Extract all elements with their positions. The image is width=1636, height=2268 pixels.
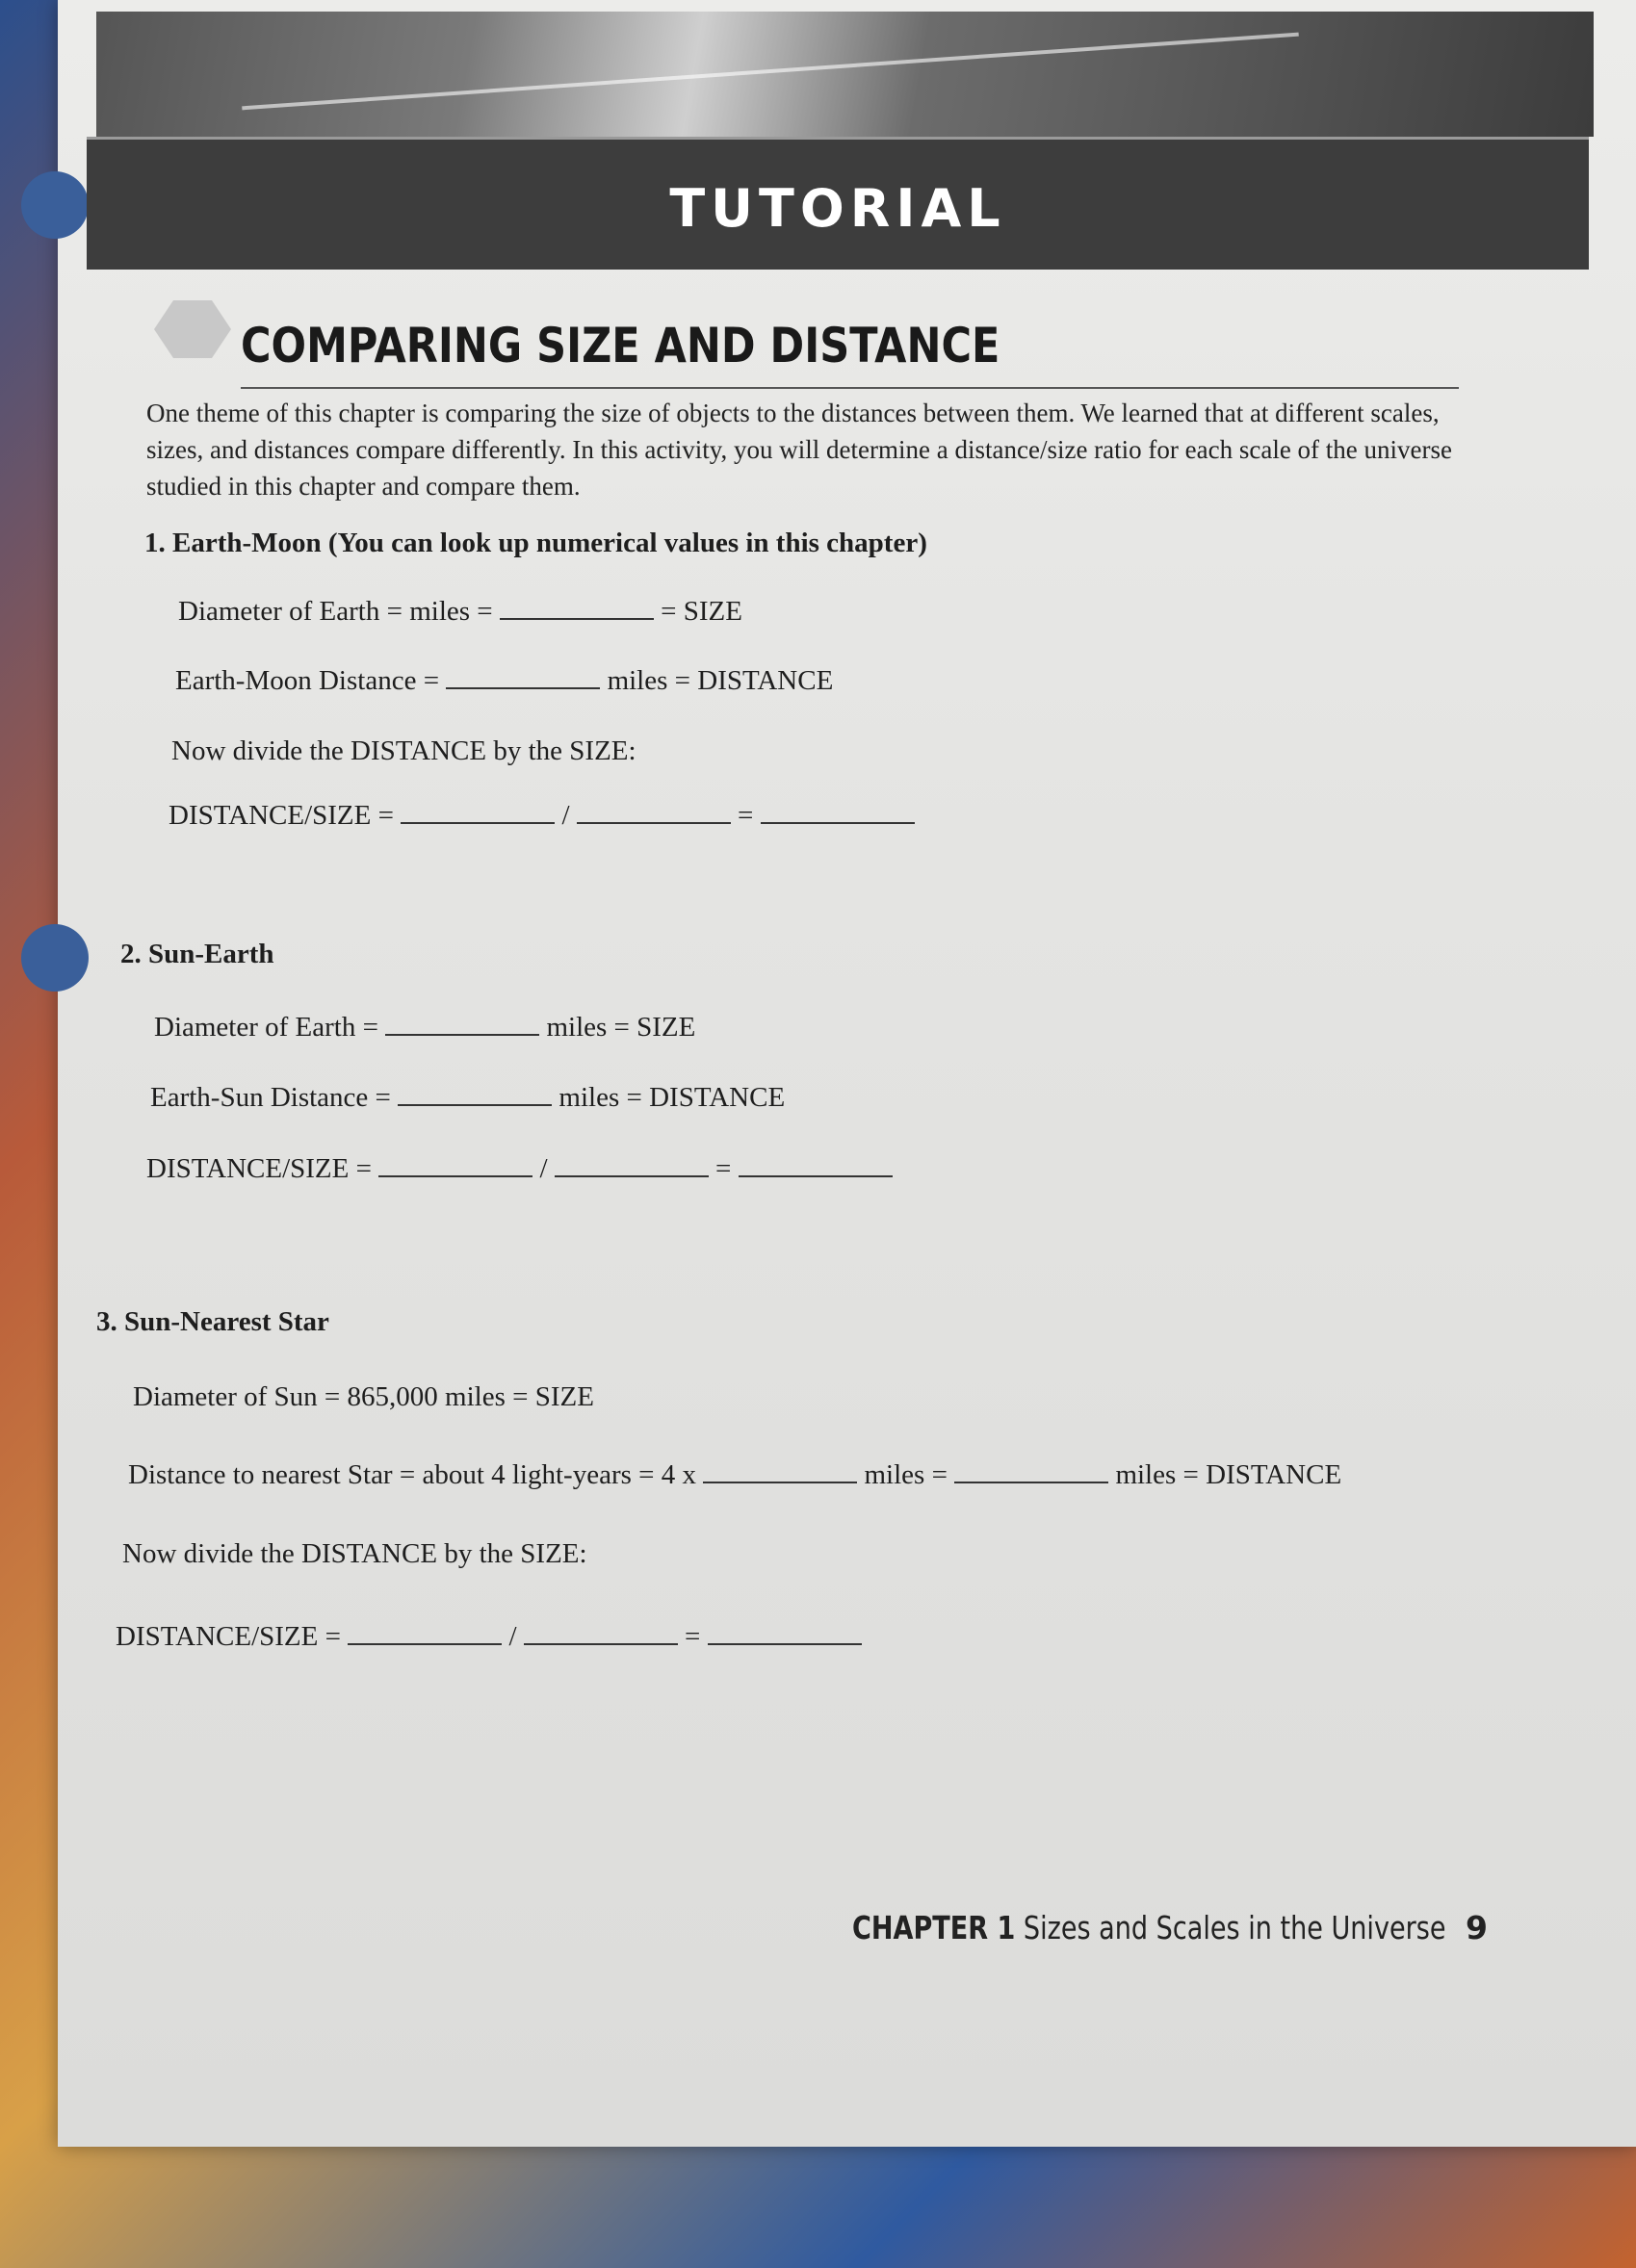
q3-ratio-slash: / xyxy=(508,1621,517,1652)
q3-lightyear-miles-blank[interactable] xyxy=(703,1458,857,1483)
q3-ratio-line xyxy=(116,1620,862,1653)
page-number: 9 xyxy=(1466,1909,1488,1946)
footer-chapter: CHAPTER 1 xyxy=(852,1909,1016,1946)
q1-distance-blank[interactable] xyxy=(446,664,600,689)
q3-ratio-label: DISTANCE/SIZE = xyxy=(116,1621,341,1652)
q1-diameter-line xyxy=(178,595,742,628)
punch-hole xyxy=(21,924,89,992)
q3-distance-label: Distance to nearest Star = about 4 light-years = 4 x xyxy=(128,1459,696,1490)
punch-hole xyxy=(21,171,89,239)
q1-size-suffix: = SIZE xyxy=(661,596,742,627)
q1-distance-suffix: miles = DISTANCE xyxy=(607,665,834,696)
intro-paragraph: One theme of this chapter is comparing the size of objects to the distances between them. We learned that at different scales, sizes, and distances compare differently. In this activity, you will determine a distance/size ratio for each scale of the universe studied in this chapter and compare them. xyxy=(146,399,1452,501)
q3-distance-suffix: miles = DISTANCE xyxy=(1115,1459,1342,1490)
q2-diameter-line xyxy=(154,1011,695,1044)
banner-title: TUTORIAL xyxy=(669,178,1006,239)
q2-ratio-line xyxy=(146,1152,893,1185)
q1-distance-line xyxy=(175,664,833,697)
q3-divide-instruction: Now divide the DISTANCE by the SIZE: xyxy=(122,1538,587,1569)
banner-streak xyxy=(242,33,1299,111)
q2-ratio-denominator-blank[interactable] xyxy=(555,1152,709,1177)
q3-diameter-line: Diameter of Sun = 865,000 miles = SIZE xyxy=(133,1381,594,1412)
q3-ratio-numerator-blank[interactable] xyxy=(348,1620,502,1645)
q1-ratio-equals: = xyxy=(738,800,754,831)
q2-distance-blank[interactable] xyxy=(398,1081,552,1106)
q1-divide-instruction: Now divide the DISTANCE by the SIZE: xyxy=(171,735,636,766)
q1-heading: 1. Earth-Moon (You can look up numerical values in this chapter) xyxy=(144,528,927,558)
section-title: COMPARING SIZE AND DISTANCE xyxy=(241,318,1000,374)
q3-ratio-result-blank[interactable] xyxy=(708,1620,862,1645)
q2-distance-label: Earth-Sun Distance = xyxy=(150,1082,391,1113)
q2-ratio-numerator-blank[interactable] xyxy=(378,1152,532,1177)
title-rule xyxy=(241,387,1459,389)
q3-distance-line xyxy=(128,1458,1341,1491)
page-footer xyxy=(852,1909,1445,1946)
space-banner-image xyxy=(96,12,1594,137)
q1-distance-label: Earth-Moon Distance = xyxy=(175,665,440,696)
q3-ratio-equals: = xyxy=(685,1621,701,1652)
q2-distance-suffix: miles = DISTANCE xyxy=(558,1082,786,1113)
q3-distance-blank[interactable] xyxy=(954,1458,1108,1483)
q3-ratio-denominator-blank[interactable] xyxy=(524,1620,678,1645)
q2-distance-line xyxy=(150,1081,785,1114)
q3-heading: 3. Sun-Nearest Star xyxy=(96,1306,329,1337)
q1-diameter-label: Diameter of Earth = miles = xyxy=(178,596,493,627)
q2-diameter-label: Diameter of Earth = xyxy=(154,1012,378,1043)
tutorial-banner xyxy=(87,137,1589,270)
q2-ratio-label: DISTANCE/SIZE = xyxy=(146,1153,372,1184)
worksheet-page xyxy=(58,0,1636,2147)
q2-ratio-result-blank[interactable] xyxy=(739,1152,893,1177)
q2-size-suffix: miles = SIZE xyxy=(546,1012,696,1043)
q1-ratio-label: DISTANCE/SIZE = xyxy=(169,800,394,831)
q1-ratio-denominator-blank[interactable] xyxy=(577,799,731,824)
q1-ratio-slash: / xyxy=(561,800,570,831)
q1-size-blank[interactable] xyxy=(500,595,654,620)
q2-heading: 2. Sun-Earth xyxy=(120,939,274,969)
q2-ratio-equals: = xyxy=(715,1153,732,1184)
q1-ratio-line xyxy=(169,799,915,832)
q3-miles-equals: miles = xyxy=(864,1459,948,1490)
q2-size-blank[interactable] xyxy=(385,1011,539,1036)
q1-ratio-numerator-blank[interactable] xyxy=(401,799,555,824)
q1-ratio-result-blank[interactable] xyxy=(761,799,915,824)
q2-ratio-slash: / xyxy=(539,1153,548,1184)
footer-chapter-title: Sizes and Scales in the Universe xyxy=(1023,1909,1446,1946)
hexagon-icon xyxy=(154,300,231,358)
